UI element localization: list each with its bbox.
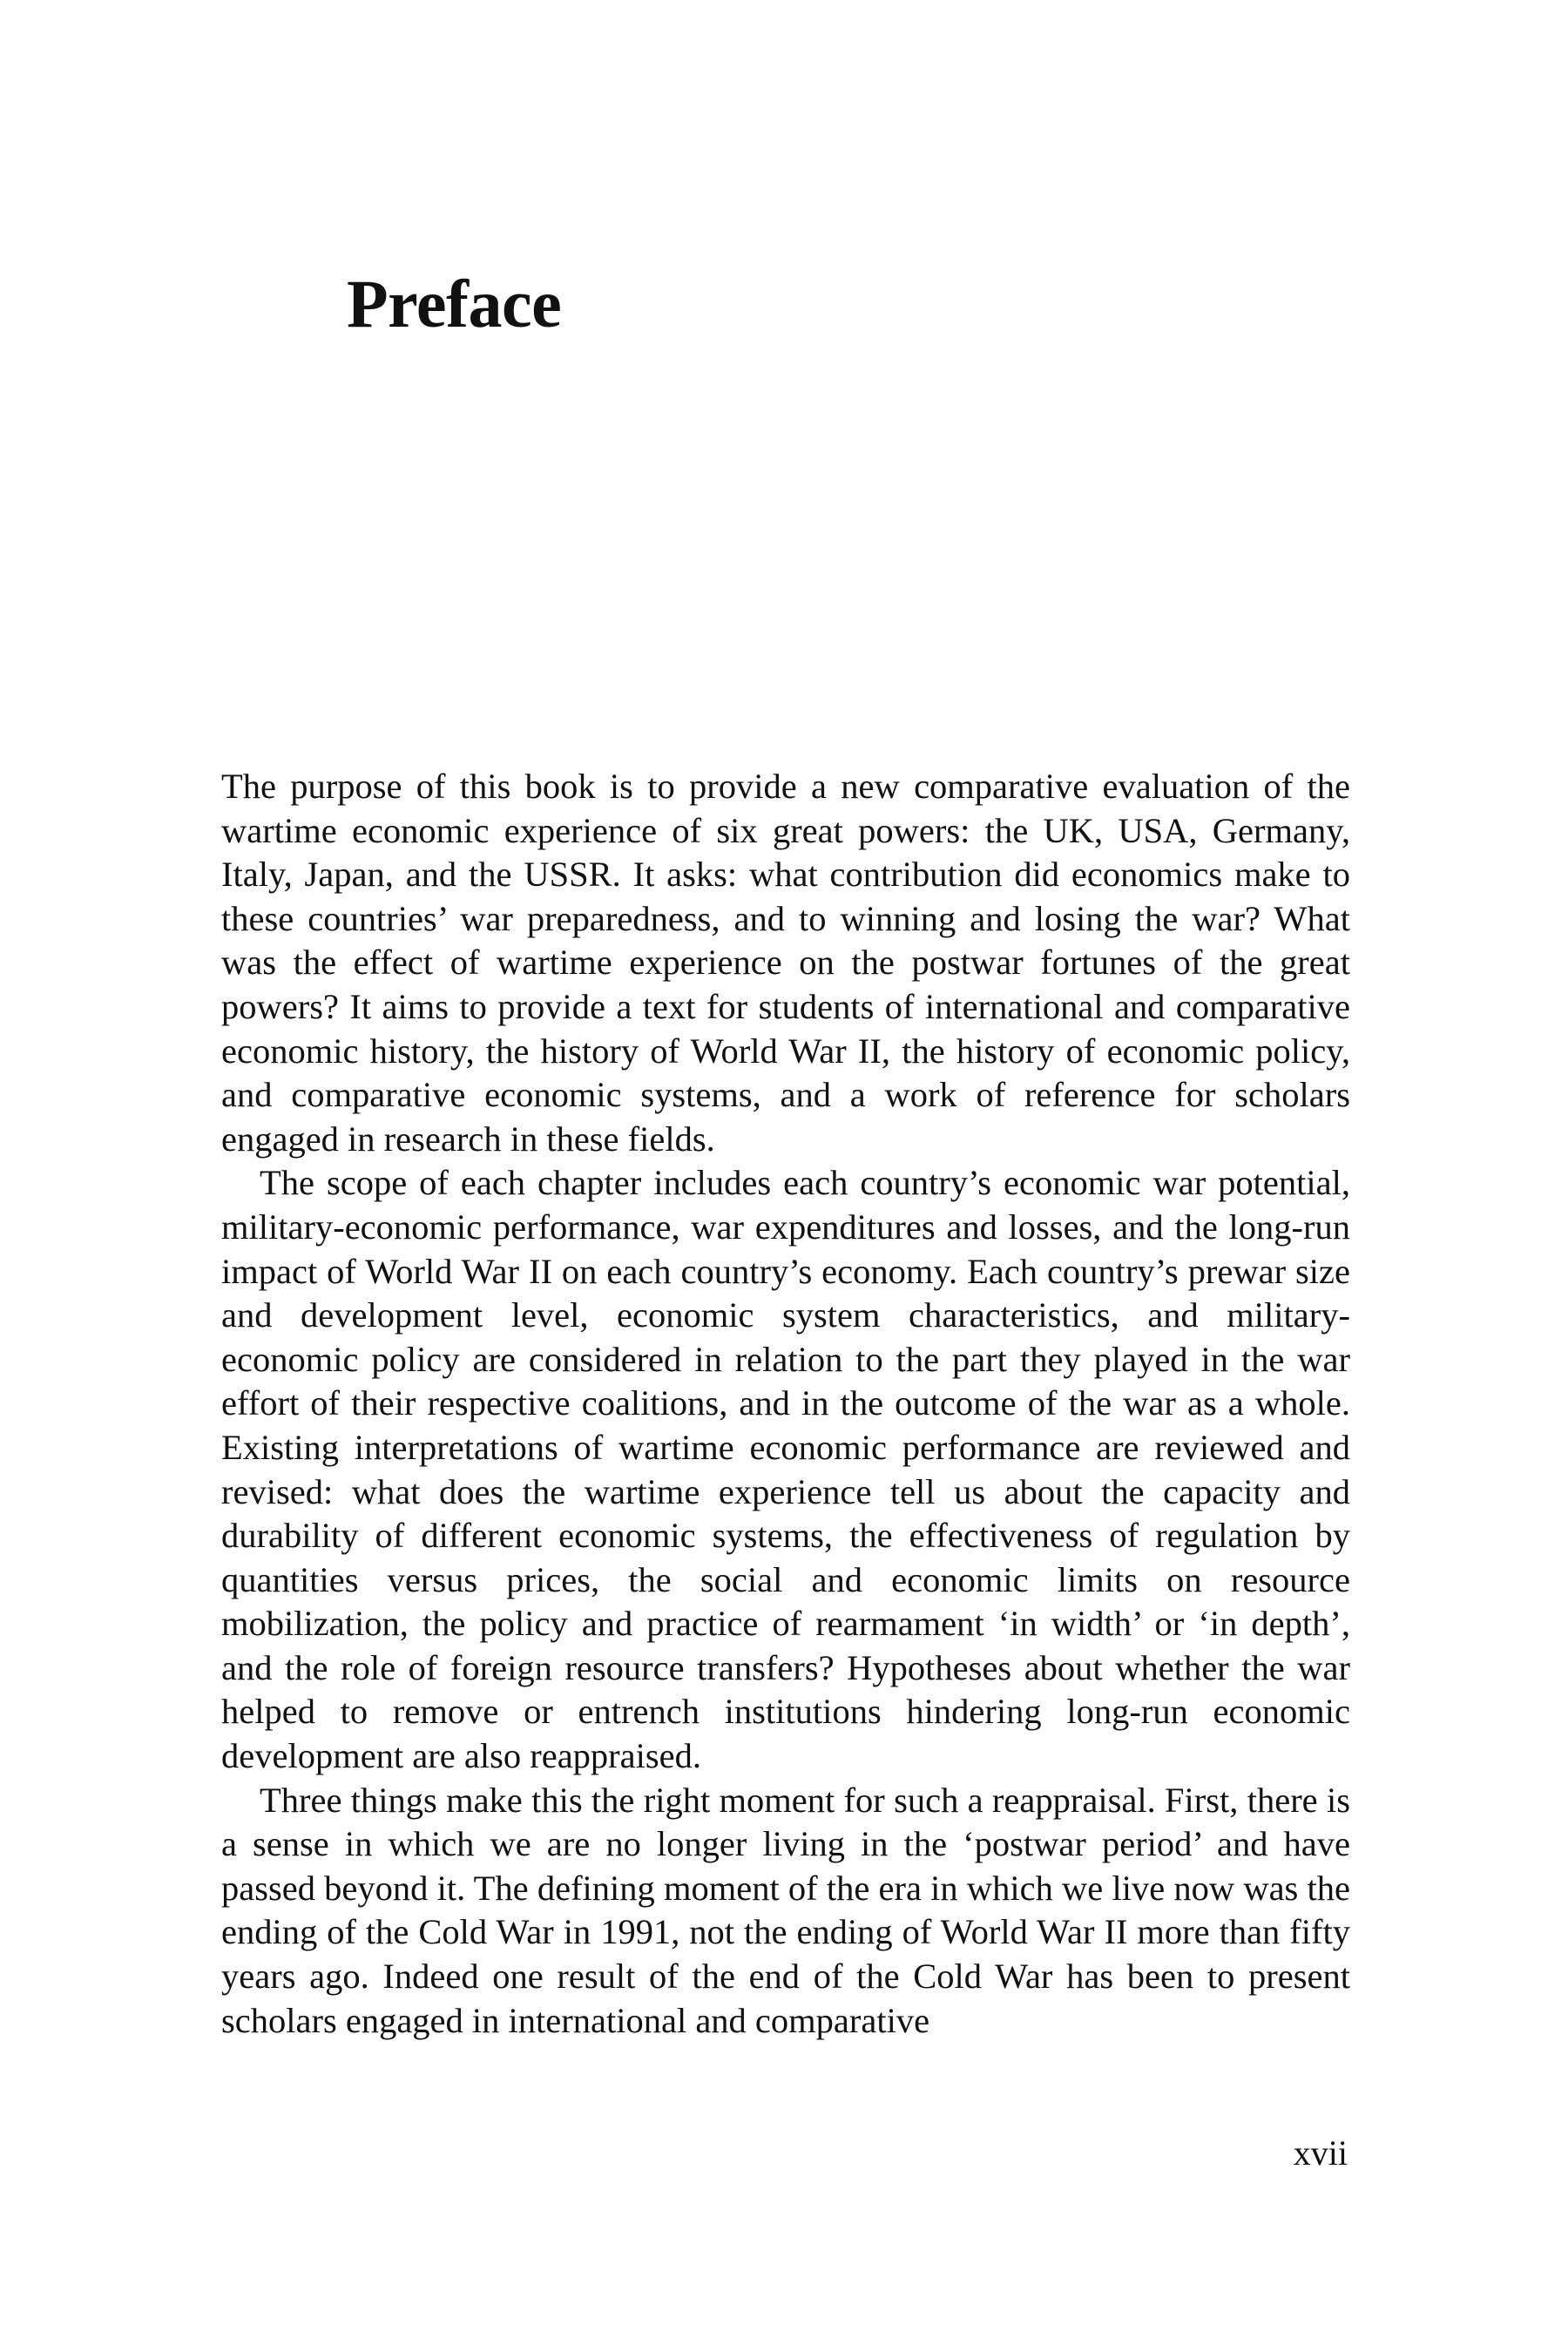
preface-body [221,765,1350,2043]
paragraph-1: The purpose of this book is to provide a new comparative evaluation of the wartime economic experience of six great powers: the UK, USA, Germany, Italy, Japan, and the USSR. It asks: what contribution did economics make to these countries’ war preparedness, and to winning and losing the war? What was the effect of wartime experience on the postwar fortunes of the great powers? It aims to provide a text for students of international and comparative economic history, the history of World War II, the history of economic policy, and comparative economic systems, and a work of reference for scholars engaged in research in these fields. [221,767,1350,1159]
chapter-title: Preface [347,266,562,341]
page-number: xvii [1293,2133,1348,2173]
paragraph-2: The scope of each chapter includes each country’s economic war potential, military-economic performance, war expenditures and losses, and the long-run impact of World War II on each country’s economy. Each country’s prewar size and development level, economic system characteristics, and military-economic policy are considered in relation to the part they played in the war effort of their respective coalitions, and in the outcome of the war as a whole. Existing interpretations of wartime economic performance are reviewed and revised: what does the wartime experience tell us about the capacity and durability of different economic systems, the effectiveness of regulation by quantities versus prices, the social and economic limits on resource mobilization, the policy and practice of rearmament ‘in width’ or ‘in depth’, and the role of foreign resource transfers? Hypotheses about whether the war helped to remove or entrench institutions hindering long-run economic development are also reappraised. [221,1163,1350,1776]
paragraph-3: Three things make this the right moment for such a reappraisal. First, there is a sense in which we are no longer living in the ‘postwar period’ and have passed beyond it. The defining moment of the era in which we live now was the ending of the Cold War in 1991, not the ending of World War II more than fifty years ago. Indeed one result of the end of the Cold War has been to present scholars engaged in international and comparative [221,1780,1350,2040]
